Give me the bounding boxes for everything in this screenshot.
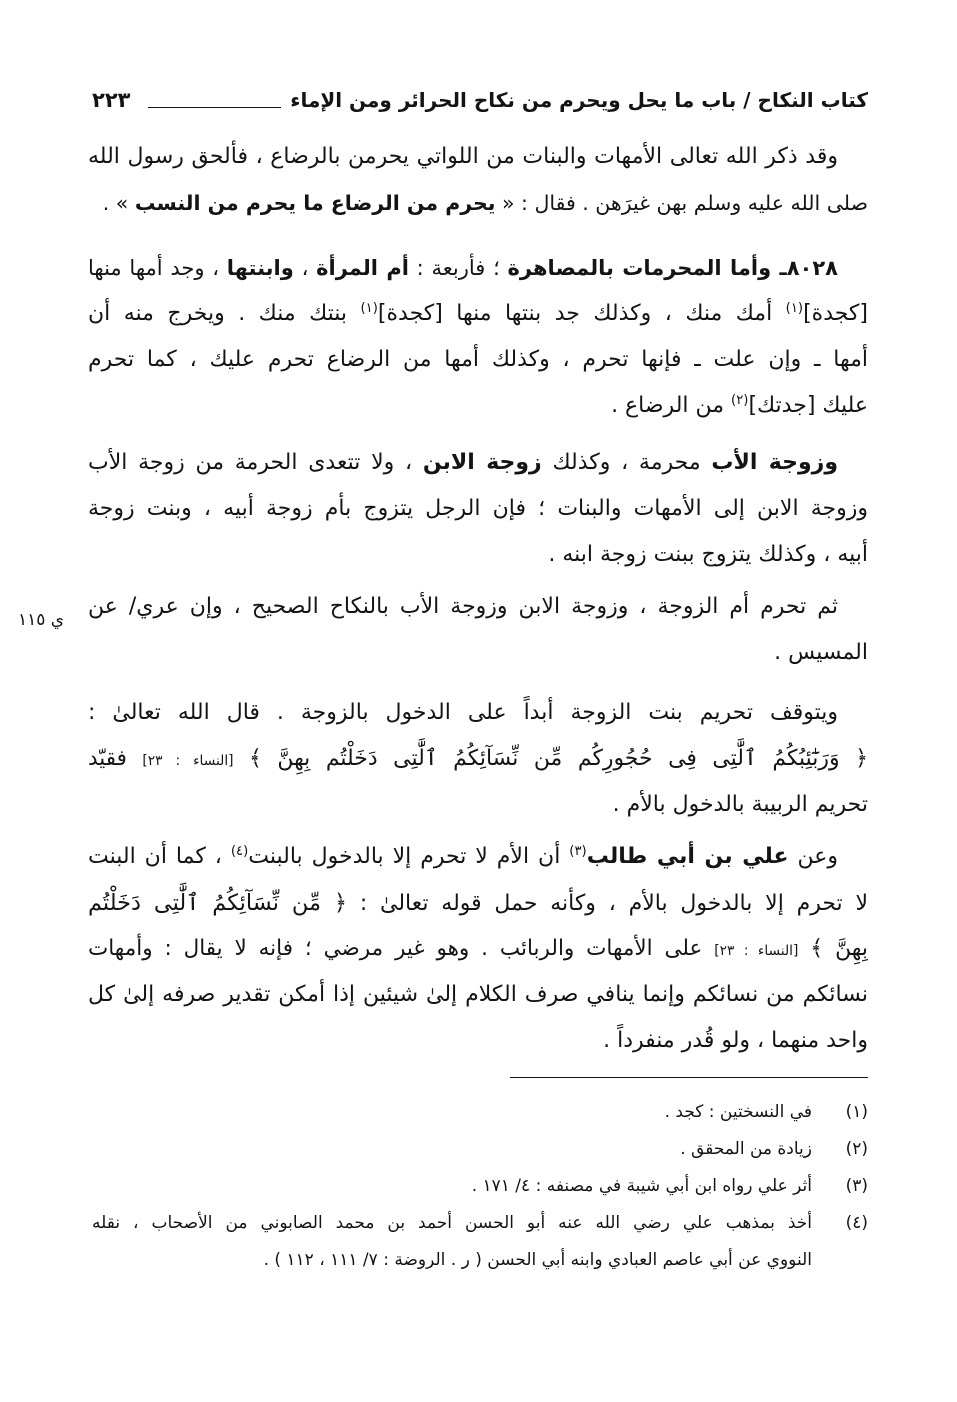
text-line — [88, 440, 868, 486]
text-run: نسائكم من نسائكم وإنما ينافي صرف الكلام إلىٰ شيئين إذا أمكن تقدير صرفه إلىٰ كل — [88, 982, 868, 1007]
text-run: ، وجد أمها منها — [88, 256, 227, 280]
text-run: وزوجة الابن إلى الأمهات والبنات ؛ فإن الرجل يتزوج بأم زوجة أبيه ، وبنت زوجة — [88, 496, 868, 521]
text-line — [88, 1018, 868, 1064]
text-run: من الرضاع . — [611, 393, 732, 418]
text-run: ويتوقف تحريم بنت الزوجة أبداً على الدخول بالزوجة . قال الله تعالىٰ : — [88, 700, 838, 725]
text-line — [88, 180, 868, 226]
footnote-marker: (٤) — [230, 843, 249, 859]
text-line — [88, 383, 868, 429]
body-paragraph — [88, 134, 868, 226]
page-number: ٢٢٣ — [92, 88, 131, 112]
text-run: وقد ذكر الله تعالى الأمهات والبنات من اللواتي يحرمن بالرضاع ، فألحق رسول الله — [88, 144, 838, 169]
footnote — [92, 1094, 868, 1131]
text-line — [88, 134, 868, 180]
running-header — [92, 80, 868, 120]
footnote-number: (١) — [845, 1102, 868, 1122]
bold-text: يحرم من الرضاع ما يحرم من النسب — [134, 191, 496, 215]
text-run: » . — [102, 191, 135, 215]
footnote-text — [92, 1168, 812, 1205]
text-line — [88, 337, 868, 383]
body-paragraph — [88, 834, 868, 1064]
footnote-line: زيادة من المحقق . — [680, 1139, 812, 1159]
footnote-text — [92, 1094, 812, 1131]
text-line — [88, 486, 868, 532]
bold-text: أم المرأة — [316, 256, 409, 280]
text-run: ؛ فأربعة : — [408, 256, 508, 280]
text-run: ، ولا تتعدى الحرمة من زوجة الأب — [88, 450, 423, 475]
footnote-text — [92, 1205, 812, 1279]
footnote-line: في النسختين : كجد . — [664, 1102, 812, 1122]
text-run: محرمة ، وكذلك — [541, 450, 712, 475]
text-line — [88, 926, 868, 972]
text-run: عليك [جدتك] — [748, 393, 868, 418]
quran-verse: بِهِنَّ ﴾ — [810, 936, 868, 961]
text-run: أمك منك ، وكذلك جد بنتها منها [كجدة] — [377, 301, 786, 326]
footnote-marker: (١) — [785, 300, 804, 316]
text-line — [88, 690, 868, 736]
quran-verse: ﴿ مِّن نِّسَآئِكُمُ ٱلَّٰتِى دَخَلْتُم — [88, 890, 348, 916]
footnote-text — [92, 1131, 812, 1168]
text-run: فقيّد — [88, 746, 143, 771]
body-paragraph — [88, 245, 868, 429]
footnotes — [92, 1094, 868, 1279]
text-run: تحريم الربيبة بالدخول بالأم . — [612, 792, 868, 817]
bold-text: وزوجة الأب — [711, 450, 838, 475]
text-line — [88, 291, 868, 337]
footnote — [92, 1205, 868, 1279]
footnote-marker: (١) — [360, 300, 378, 316]
body-paragraph — [88, 440, 868, 578]
text-line — [88, 880, 868, 926]
body-paragraph — [88, 690, 868, 828]
header-rule — [148, 107, 281, 108]
footnote-number: (٣) — [845, 1176, 868, 1196]
text-run: ، — [293, 256, 317, 280]
text-line — [88, 834, 868, 880]
bold-text: علي بن أبي طالب — [586, 844, 789, 869]
text-run: أمها ـ وإن علت ـ فإنها تحرم ، وكذلك أمها من الرضاع تحرم عليك ، كما تحرم — [88, 347, 868, 372]
text-run: على الأمهات والربائب . وهو غير مرضي ؛ فإنه لا يقال : وأمهات — [88, 936, 715, 961]
footnote-marker: (٣) — [569, 843, 587, 859]
footnote-line: النووي عن أبي عاصم العبادي وابنه أبي الحسن ( ر . الروضة : ٧/ ١١١ ، ١١٢ ) . — [263, 1250, 812, 1270]
text-line — [88, 630, 868, 676]
text-run — [234, 746, 249, 771]
footnote-line: أثر علي رواه ابن أبي شيبة في مصنفه : ٤/ ١٧١ . — [471, 1176, 812, 1196]
text-run: أن الأم لا تحرم إلا بالدخول بالبنت — [248, 844, 570, 869]
quran-verse: ﴿ وَرَبَٰٓئِبُكُمُ ٱلَّٰتِى فِى حُجُورِكُم مِّن نِّسَآئِكُمُ ٱلَّٰتِى دَخَلْتُم بِهِنَّ ﴾ — [248, 746, 868, 771]
footnote — [92, 1131, 868, 1168]
footnote-line: أخذ بمذهب علي رضي الله عنه أبو الحسن أحمد بن محمد الصابوني من الأصحاب ، نقله — [92, 1213, 812, 1233]
bold-text: وابنتها — [226, 256, 294, 280]
footnote-number: (٤) — [845, 1213, 868, 1233]
bold-text: زوجة الابن — [422, 450, 542, 475]
running-title: كتاب النكاح / باب ما يحل ويحرم من نكاح الحرائر ومن الإماء — [290, 88, 868, 112]
text-run: صلى الله عليه وسلم بهن غيرَهن . فقال : « — [495, 191, 868, 215]
text-line — [88, 972, 868, 1018]
text-run: بنتك منك . ويخرج منه أن — [88, 301, 361, 326]
text-run: ، كما أن البنت — [88, 844, 231, 869]
text-line — [88, 782, 868, 828]
text-run — [798, 936, 810, 961]
bold-text: ٨٠٢٨ـ وأما المحرمات بالمصاهرة — [507, 256, 838, 280]
text-line — [88, 245, 868, 291]
manuscript-folio-note: ١١٥ ي — [18, 610, 65, 630]
verse-citation: [النساء : ٢٣] — [714, 943, 799, 959]
text-line — [88, 584, 868, 630]
text-line — [88, 532, 868, 578]
text-run: أبيه ، وكذلك يتزوج ببنت زوجة ابنه . — [548, 542, 868, 567]
footnote-number: (٢) — [845, 1139, 868, 1159]
text-run: واحد منهما ، ولو قُدر منفرداً . — [603, 1028, 868, 1053]
text-run: [كجدة] — [803, 301, 868, 326]
text-run: وعن — [788, 844, 838, 869]
text-run: المسيس . — [774, 640, 868, 665]
text-run: لا تحرم إلا بالدخول بالأم ، وكأنه حمل قوله تعالىٰ : — [347, 891, 868, 916]
verse-citation: [النساء : ٢٣] — [142, 753, 234, 769]
footnote — [92, 1168, 868, 1205]
footnote-marker: (٢) — [731, 392, 749, 408]
text-line — [88, 736, 868, 782]
footnote-separator — [510, 1077, 868, 1078]
body-paragraph — [88, 584, 868, 676]
text-run: ثم تحرم أم الزوجة ، وزوجة الابن وزوجة الأب بالنكاح الصحيح ، وإن عري/ عن — [88, 594, 838, 619]
